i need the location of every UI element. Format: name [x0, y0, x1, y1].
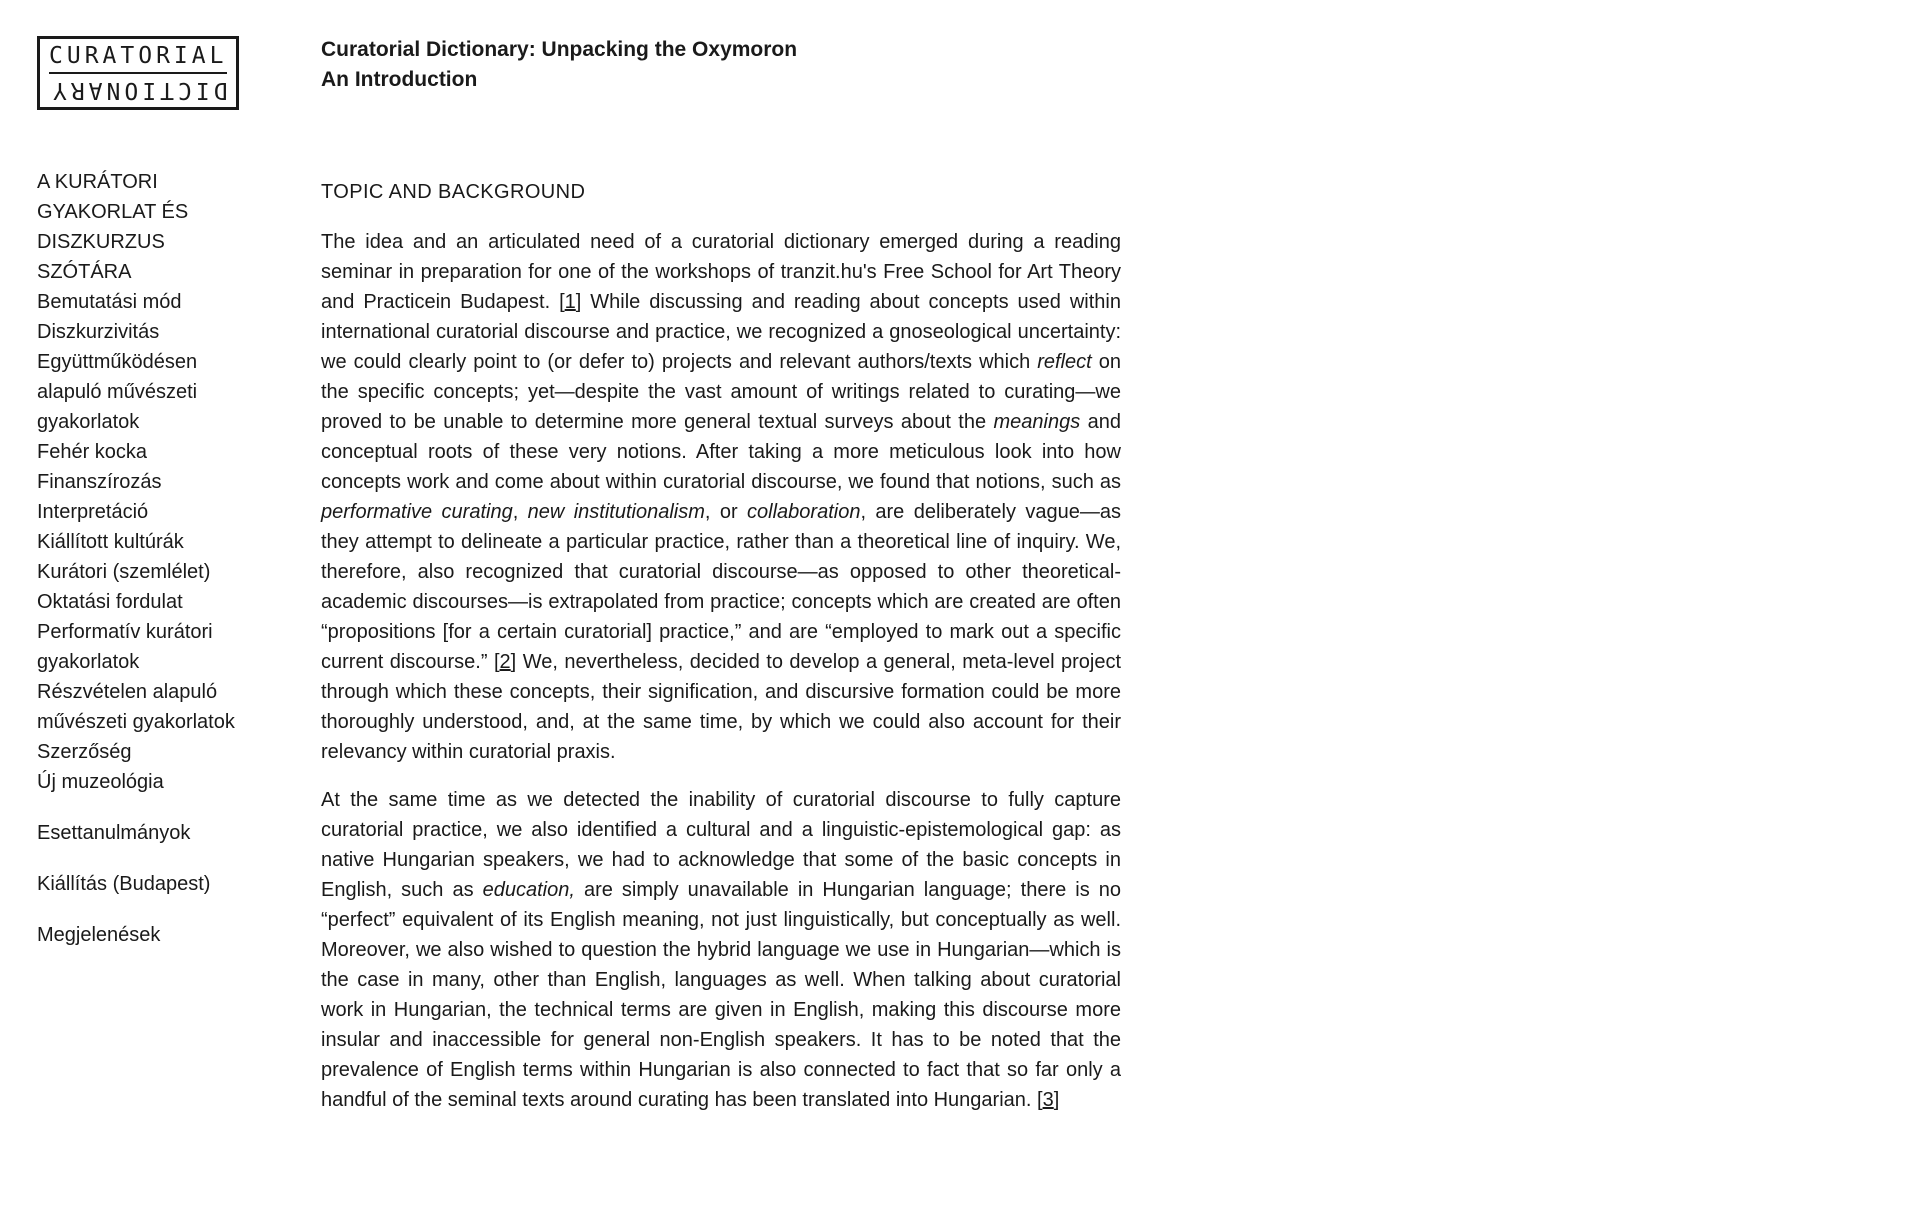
emphasized-term: education,: [482, 879, 575, 901]
sidebar-item[interactable]: Performatív kurátori gyakorlatok: [37, 621, 213, 673]
sidebar-item[interactable]: Kiállítás (Budapest): [37, 873, 211, 895]
emphasized-term: collaboration: [747, 501, 861, 523]
sidebar-dictionary-items: [37, 287, 255, 797]
paragraph: At the same time as we detected the inability of curatorial discourse to fully capture curatorial practice, we also identified a cultural and a linguistic-epistemological gap: as native Hungarian speakers, we had to acknowledge that some of the basic concepts in English, such as education, are simply unavailable in Hungarian language; there is no “perfect” equivalent of its English meaning, not just linguistically, but conceptually as well. Moreover, we also wished to question the hybrid language we use in Hungarian—which is the case in many, other than English, languages as well. When talking about curatorial work in Hungarian, the technical terms are given in English, making this discourse more insular and inaccessible for general non-English speakers. It has to be noted that the prevalence of English terms within Hungarian is also connected to fact that so far only a handful of the seminal texts around curating has been translated into Hungarian. [3]: [321, 789, 1121, 1111]
sidebar-item[interactable]: Oktatási fordulat: [37, 591, 183, 613]
sidebar-item[interactable]: Bemutatási mód: [37, 291, 182, 313]
sidebar-item[interactable]: Kiállított kultúrák: [37, 531, 184, 553]
curatorial-dictionary-logo[interactable]: [37, 36, 239, 110]
sidebar-item[interactable]: Diszkurzivitás: [37, 321, 160, 343]
sidebar-item[interactable]: Kurátori (szemlélet): [37, 561, 211, 583]
section-heading: TOPIC AND BACKGROUND: [321, 181, 586, 203]
sidebar-item[interactable]: Esettanulmányok: [37, 822, 191, 844]
logo-word-curatorial: CURATORIAL: [49, 40, 227, 74]
logo-word-dictionary-flipped: DICTIONARY: [49, 77, 228, 103]
emphasized-term: meanings: [993, 411, 1081, 433]
sidebar-item[interactable]: Új muzeológia: [37, 771, 164, 793]
main-content: [321, 177, 1121, 1133]
sidebar-item[interactable]: Megjelenések: [37, 924, 161, 946]
header: [321, 35, 797, 95]
page-subtitle: An Introduction: [321, 68, 478, 91]
sidebar-item[interactable]: Finanszírozás: [37, 471, 162, 493]
article-body: [321, 227, 1121, 1115]
sidebar-secondary-items: [37, 818, 255, 950]
emphasized-term: new institutionalism: [527, 501, 705, 523]
sidebar-item[interactable]: Részvételen alapuló művészeti gyakorlatok: [37, 681, 235, 733]
sidebar-item[interactable]: Együttműködésen alapuló művészeti gyakorlatok: [37, 351, 198, 433]
sidebar-item[interactable]: Fehér kocka: [37, 441, 148, 463]
footnote-ref-3[interactable]: [3]: [1037, 1089, 1060, 1111]
sidebar-dictionary-title[interactable]: A KURÁTORI GYAKORLAT ÉS DISZKURZUS SZÓTÁRA: [37, 171, 189, 283]
sidebar: [37, 167, 255, 950]
sidebar-item[interactable]: Szerzőség: [37, 741, 132, 763]
footnote-ref-1[interactable]: [1]: [559, 291, 582, 313]
emphasized-term: performative curating: [321, 501, 513, 523]
sidebar-item[interactable]: Interpretáció: [37, 501, 149, 523]
paragraph: The idea and an articulated need of a curatorial dictionary emerged during a reading seminar in preparation for one of the workshops of tranzit.hu's Free School for Art Theory and Practicein Budapest. [1] While discussing and reading about concepts used within international curatorial discourse and practice, we recognized a gnoseological uncertainty: we could clearly point to (or defer to) projects and relevant authors/texts which reflect on the specific concepts; yet—despite the vast amount of writings related to curating—we proved to be unable to determine more general textual surveys about the meanings and conceptual roots of these very notions. After taking a more meticulous look into how concepts work and come about within curatorial discourse, we found that notions, such as performative curating, new institutionalism, or collaboration, are deliberately vague—as they attempt to delineate a particular practice, rather than a theoretical line of inquiry. We, therefore, also recognized that curatorial discourse—as opposed to other theoretical-academic discourses—is extrapolated from practice; concepts which are created are often “propositions [for a certain curatorial] practice,” and are “employed to mark out a specific current discourse.” [2] We, nevertheless, decided to develop a general, meta-level project through which these concepts, their signification, and discursive formation could be more thoroughly understood, and, at the same time, by which we could also account for their relevancy within curatorial praxis.: [321, 231, 1122, 763]
page-title: Curatorial Dictionary: Unpacking the Oxymoron: [321, 38, 798, 61]
footnote-ref-2[interactable]: [2]: [493, 651, 517, 673]
emphasized-term: reflect: [1037, 351, 1092, 373]
